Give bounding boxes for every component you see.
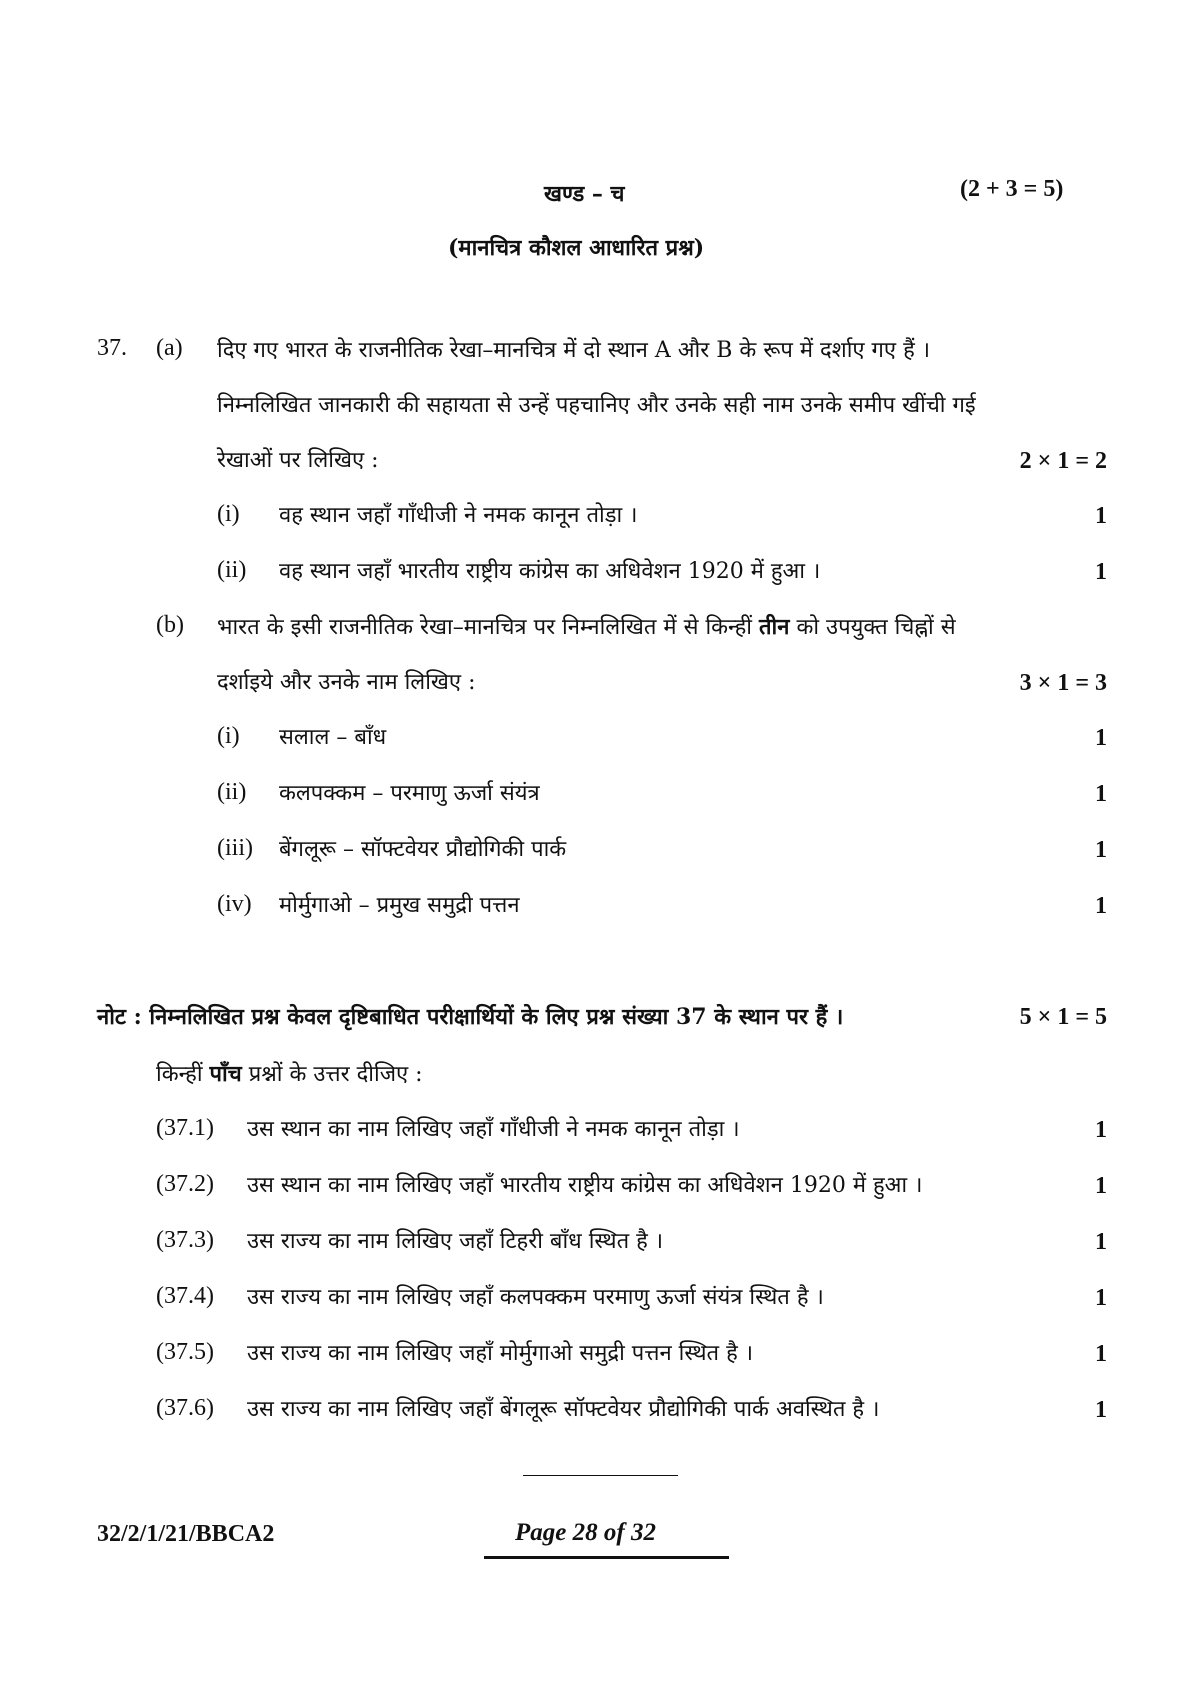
part-a-item-marks: 1 [1095, 559, 1107, 585]
note-item-text: उस स्थान का नाम लिखिए जहाँ भारतीय राष्ट्रीय कांग्रेस का अधिवेशन 1920 में हुआ । [247, 1173, 923, 1198]
note-item-marks: 1 [1095, 1229, 1107, 1255]
part-b-marks: 3 × 1 = 3 [1019, 670, 1107, 696]
part-b-emphasis: तीन [759, 614, 790, 640]
part-a-item-text: वह स्थान जहाँ भारतीय राष्ट्रीय कांग्रेस का अधिवेशन 1920 में हुआ । [279, 559, 821, 584]
note-item-text: उस राज्य का नाम लिखिए जहाँ बेंगलूरू सॉफ्टवेयर प्रौद्योगिकी पार्क अवस्थित है । [247, 1397, 880, 1422]
part-a-label: (a) [156, 335, 183, 361]
part-a-line-2: निम्नलिखित जानकारी की सहायता से उन्हें पहचानिए और उनके सही नाम उनके समीप खींची गई [217, 393, 976, 418]
part-a-item-text: वह स्थान जहाँ गाँधीजी ने नमक कानून तोड़ा । [279, 503, 638, 528]
note-marks: 5 × 1 = 5 [1019, 1004, 1107, 1030]
note-item-text: उस स्थान का नाम लिखिए जहाँ गाँधीजी ने नमक कानून तोड़ा । [247, 1117, 740, 1142]
section-label: खण्ड – च [544, 181, 625, 207]
note-item-label: (37.6) [156, 1395, 214, 1421]
page-number: Page 28 of 32 [515, 1519, 656, 1546]
part-b-line-2: दर्शाइये और उनके नाम लिखिए : [217, 670, 476, 695]
note-instruction-emphasis: पाँच [209, 1061, 242, 1087]
part-b-line-1 [217, 612, 956, 643]
note-item-label: (37.3) [156, 1227, 214, 1253]
part-a-marks: 2 × 1 = 2 [1019, 448, 1107, 474]
end-separator [523, 1475, 678, 1476]
note-text: नोट : निम्नलिखित प्रश्न केवल दृष्टिबाधित परीक्षार्थियों के लिए प्रश्न संख्या 37 के स्थान पर हैं । [97, 1004, 844, 1030]
part-a-line-1: दिए गए भारत के राजनीतिक रेखा–मानचित्र में दो स्थान A और B के रूप में दर्शाए गए हैं । [217, 338, 931, 363]
note-item-label: (37.2) [156, 1171, 214, 1197]
note-item-label: (37.5) [156, 1339, 214, 1365]
part-b-line-1-start: भारत के इसी राजनीतिक रेखा–मानचित्र पर निम्नलिखित में से किन्हीं [217, 615, 759, 640]
part-a-item-marks: 1 [1095, 503, 1107, 529]
question-number: 37. [97, 335, 127, 361]
note-item-text: उस राज्य का नाम लिखिए जहाँ मोर्मुगाओ समुद्री पत्तन स्थित है । [247, 1341, 754, 1366]
part-b-item-label: (ii) [217, 779, 247, 805]
part-a-item-label: (i) [217, 501, 240, 527]
note-item-marks: 1 [1095, 1173, 1107, 1199]
part-a-line-3: रेखाओं पर लिखिए : [217, 448, 379, 473]
note-item-text: उस राज्य का नाम लिखिए जहाँ कलपक्कम परमाणु ऊर्जा संयंत्र स्थित है । [247, 1285, 824, 1310]
part-b-item-marks: 1 [1095, 725, 1107, 751]
part-b-item-label: (iii) [217, 835, 253, 861]
note-item-marks: 1 [1095, 1341, 1107, 1367]
part-b-line-1-end: को उपयुक्त चिह्नों से [789, 615, 956, 640]
part-b-label: (b) [156, 612, 184, 638]
paper-code: 32/2/1/21/BBCA2 [97, 1521, 275, 1547]
part-b-item-marks: 1 [1095, 781, 1107, 807]
note-item-text: उस राज्य का नाम लिखिए जहाँ टिहरी बाँध स्थित है । [247, 1229, 664, 1254]
note-instruction [156, 1059, 423, 1090]
part-b-item-label: (iv) [217, 891, 252, 917]
part-b-item-text: सलाल – बाँध [279, 725, 387, 750]
part-b-item-marks: 1 [1095, 893, 1107, 919]
note-item-label: (37.4) [156, 1283, 214, 1309]
section-subtitle: (मानचित्र कौशल आधारित प्रश्न) [448, 235, 705, 261]
part-b-item-text: मोर्मुगाओ – प्रमुख समुद्री पत्तन [279, 893, 520, 918]
part-b-item-marks: 1 [1095, 837, 1107, 863]
part-b-item-text: बेंगलूरू – सॉफ्टवेयर प्रौद्योगिकी पार्क [279, 837, 567, 862]
note-item-marks: 1 [1095, 1117, 1107, 1143]
note-instruction-end: प्रश्नों के उत्तर दीजिए : [241, 1062, 423, 1087]
part-b-item-text: कलपक्कम – परमाणु ऊर्जा संयंत्र [279, 781, 540, 806]
part-a-item-label: (ii) [217, 557, 247, 583]
part-b-item-label: (i) [217, 723, 240, 749]
note-item-marks: 1 [1095, 1397, 1107, 1423]
note-instruction-start: किन्हीं [156, 1062, 210, 1087]
section-marks: (2 + 3 = 5) [960, 176, 1064, 202]
page-number-underline [484, 1556, 729, 1559]
note-item-label: (37.1) [156, 1115, 214, 1141]
note-item-marks: 1 [1095, 1285, 1107, 1311]
